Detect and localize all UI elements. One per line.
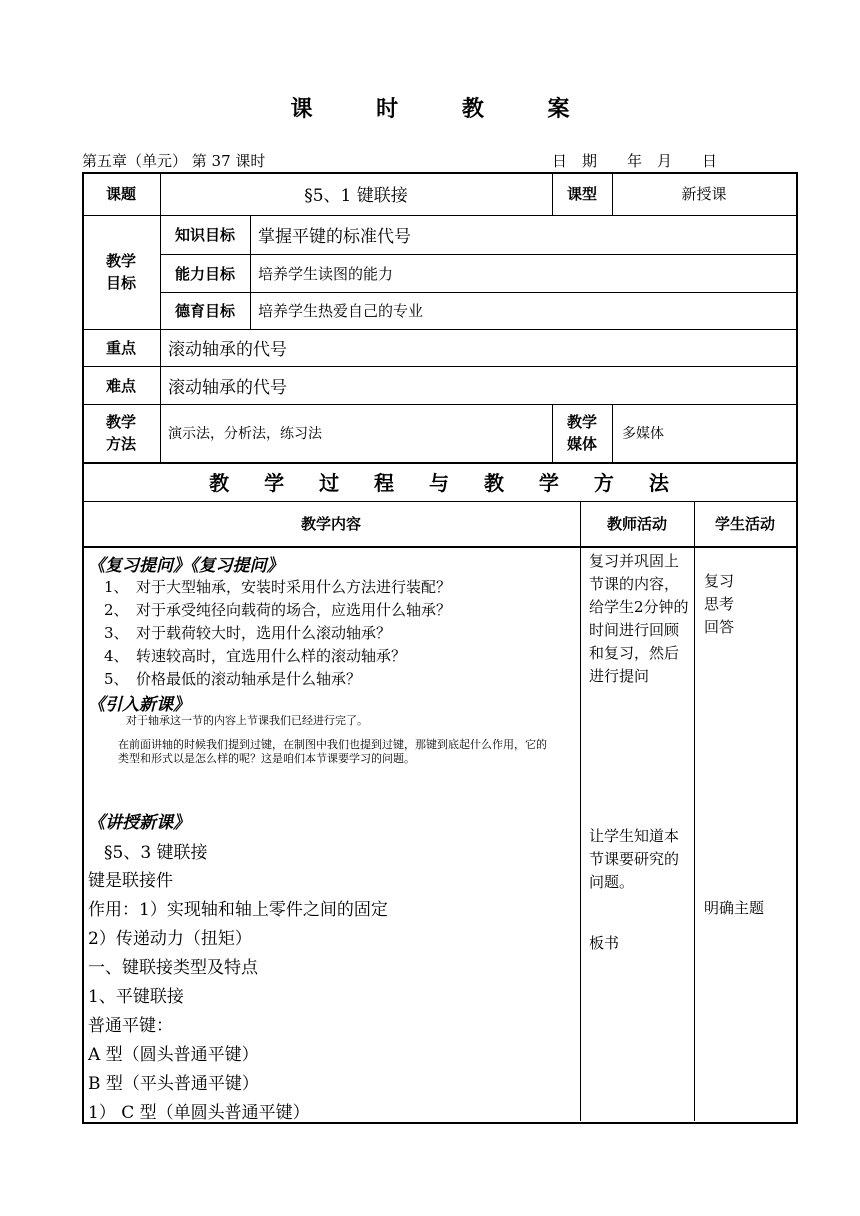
review-question: 4、 转速较高时，宜选用什么样的滚动轴承？ — [104, 647, 407, 665]
moral-label: 德育目标 — [174, 302, 235, 320]
type-value: 新授课 — [681, 185, 727, 203]
teacher-activity-board: 板书 — [589, 934, 620, 952]
media-label: 教学 媒体 — [566, 413, 597, 453]
key-label: 重点 — [105, 339, 136, 357]
difficulty-value: 滚动轴承的代号 — [168, 377, 287, 398]
content-line: A 型（圆头普通平键） — [88, 1045, 259, 1065]
teacher-activity-review: 复习并巩固上节课的内容，给学生2分钟的时间进行回顾和复习，然后进行提问 — [589, 552, 689, 685]
document-title: 课 时 教 案 — [290, 96, 598, 122]
intro-text: 对于轴承这一节的内容上节课我们已经进行完了。 — [126, 714, 368, 727]
student-column-header: 学生活动 — [714, 515, 775, 533]
review-question: 1、 对于大型轴承，安装时采用什么方法进行装配？ — [104, 578, 452, 596]
content-column-header: 教学内容 — [300, 515, 361, 533]
process-title: 教 学 过 程 与 教 学 方 法 — [209, 471, 683, 495]
content-line: 普通平键： — [88, 1016, 173, 1036]
moral-value: 培养学生热爱自己的专业 — [258, 302, 424, 320]
student-activity-item: 回答 — [704, 618, 735, 636]
content-line: 键是联接件 — [88, 871, 173, 891]
key-value: 滚动轴承的代号 — [168, 340, 287, 360]
goals-label: 教学 目标 — [105, 252, 136, 292]
date-field: 日 期 年 月 日 — [552, 152, 718, 170]
topic-value: §5、1 键联接 — [304, 186, 408, 206]
student-activity-main: 明确主题 — [704, 899, 765, 917]
media-value: 多媒体 — [622, 426, 664, 442]
ability-value: 培养学生读图的能力 — [258, 264, 394, 283]
teach-heading: 《讲授新课》 — [88, 813, 190, 833]
review-question: 2、 对于承受纯径向载荷的场合，应选用什么轴承？ — [104, 601, 452, 619]
review-question: 3、 对于载荷较大时，选用什么滚动轴承？ — [104, 624, 392, 642]
review-heading: 《复习提问》《复习提问》 — [88, 556, 284, 576]
knowledge-value: 掌握平键的标准代号 — [258, 227, 411, 247]
intro-text: 在前面讲轴的时候我们提到过键，在制图中我们也提到过键，那键到底起什么作用，它的 — [118, 738, 547, 751]
teacher-activity-intro: 让学生知道本节课要研究的问题。 — [589, 827, 680, 891]
student-activity-item: 思考 — [704, 595, 735, 613]
intro-heading: 《引入新课》 — [88, 695, 190, 715]
chapter-info: 第五章（单元） 第 37 课时 — [82, 152, 266, 170]
content-line: 1） C 型（单圆头普通平键） — [88, 1103, 310, 1123]
teacher-column-header: 教师活动 — [606, 515, 667, 533]
content-line: §5、3 键联接 — [104, 843, 208, 863]
knowledge-label: 知识目标 — [174, 226, 235, 244]
method-label: 教学 方法 — [105, 413, 136, 453]
content-line: 1、平键联接 — [88, 987, 184, 1007]
content-line: 2）传递动力（扭矩） — [88, 929, 252, 949]
content-line: B 型（平头普通平键） — [88, 1074, 259, 1094]
ability-label: 能力目标 — [174, 264, 235, 283]
student-activity-item: 复习 — [704, 572, 735, 590]
intro-text: 类型和形式以是怎么样的呢？这是咱们本节课要学习的问题。 — [118, 752, 415, 765]
difficulty-label: 难点 — [105, 376, 136, 395]
content-line: 作用：1）实现轴和轴上零件之间的固定 — [88, 900, 388, 920]
method-value: 演示法，分析法，练习法 — [168, 426, 322, 442]
topic-label: 课题 — [105, 185, 136, 203]
content-line: 一、键联接类型及特点 — [88, 958, 258, 978]
review-question: 5、 价格最低的滚动轴承是什么轴承？ — [104, 670, 362, 688]
type-label: 课型 — [566, 185, 597, 203]
